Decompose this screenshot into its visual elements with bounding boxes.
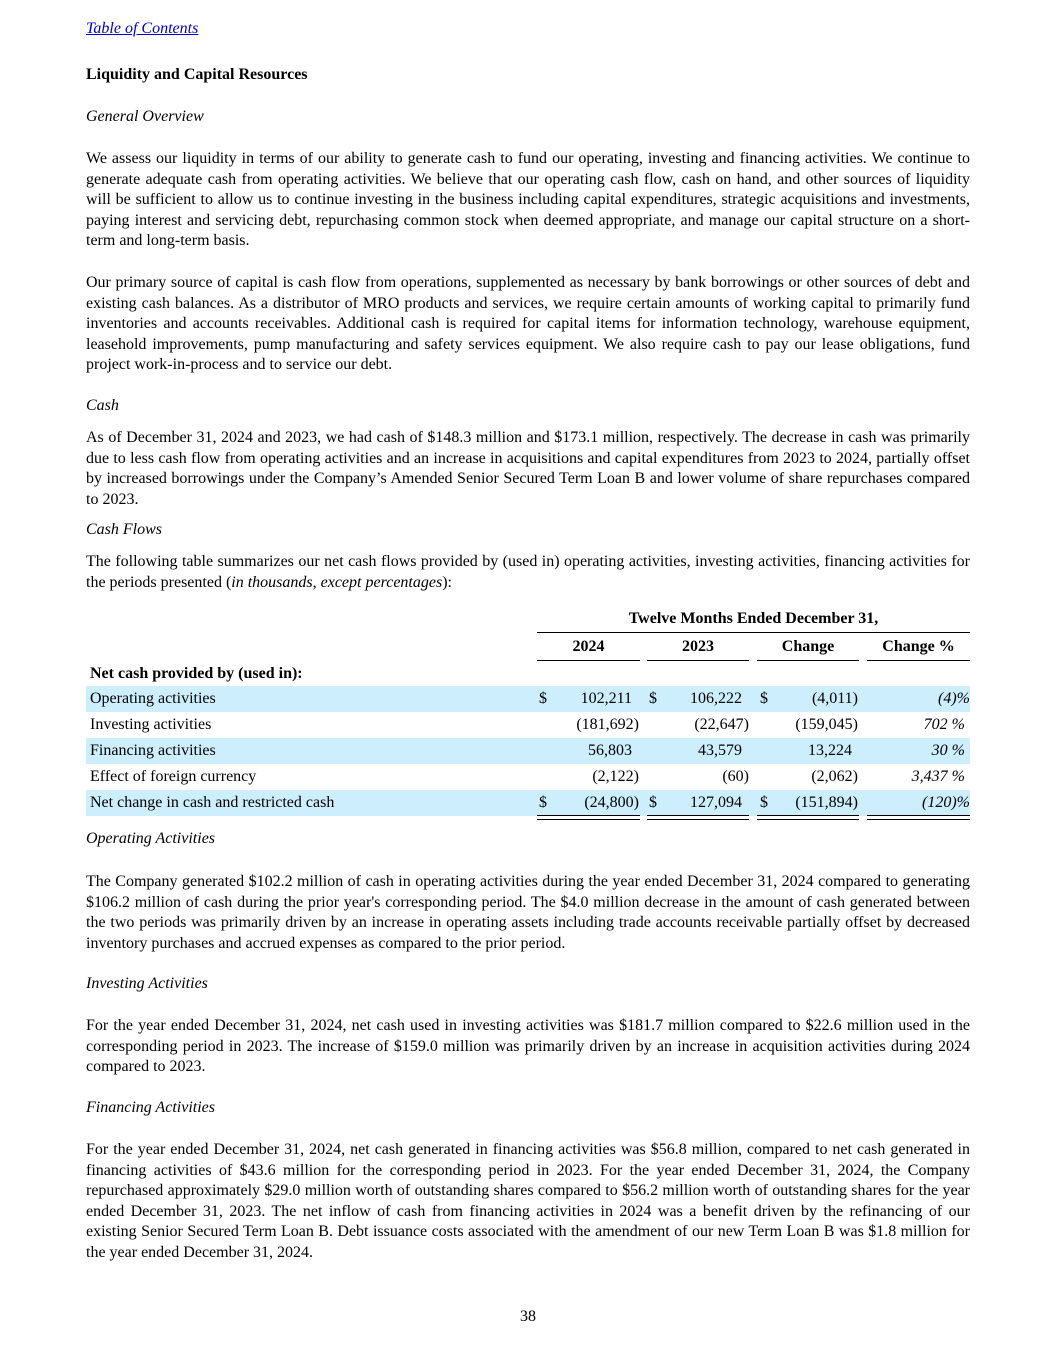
financing-activities-paragraph: For the year ended December 31, 2024, net cash generated in financing activities was $56.8 million, compared to net cash generated in financing activities of $43.6 million for the corresponding period in 2023. For the year ended December 31, 2024, the Company repurchased approximately $29.0 million worth of outstanding shares compared to $56.2 million worth of outstanding shares for the year ended December 31, 2023. The net inflow of cash from financing activities in 2024 was a benefit driven by the refinancing of our existing Senior Secured Term Loan B. Debt issuance costs associated with the amendment of our new Term Loan B was $1.8 million for the year ended December 31, 2024. xyxy=(86,1141,970,1261)
value-2023: 43,579 xyxy=(698,742,742,759)
value-change-pct: 702 % xyxy=(923,716,965,733)
cash-heading: Cash xyxy=(86,397,119,414)
table-row xyxy=(86,712,970,738)
value-2023: (60) xyxy=(722,768,749,785)
operating-activities-heading: Operating Activities xyxy=(86,830,216,847)
value-change: (159,045) xyxy=(795,716,858,733)
dollar-sign: $ xyxy=(760,690,768,707)
dollar-sign: $ xyxy=(539,794,547,811)
table-row xyxy=(86,764,970,790)
value-change-pct: (120)% xyxy=(922,794,970,811)
value-2024: (181,692) xyxy=(576,716,639,733)
value-change: (2,062) xyxy=(811,768,858,785)
dollar-sign: $ xyxy=(649,794,657,811)
row-label: Financing activities xyxy=(90,742,216,759)
table-row xyxy=(86,790,970,816)
row-label: Net change in cash and restricted cash xyxy=(90,794,335,811)
investing-activities-paragraph: For the year ended December 31, 2024, net cash used in investing activities was $181.7 million compared to $22.6 million used in the corresponding period in 2023. The increase of $159.0 million was primarily driven by an increase in acquisition activities during 2024 compared to 2023. xyxy=(86,1017,970,1076)
dollar-sign: $ xyxy=(760,794,768,811)
value-change: (4,011) xyxy=(811,690,858,707)
column-header-2023: 2023 xyxy=(647,638,749,661)
table-row xyxy=(86,738,970,764)
value-2024: 56,803 xyxy=(588,742,632,759)
total-double-rule xyxy=(647,815,749,820)
value-change: (151,894) xyxy=(795,794,858,811)
general-overview-paragraph-2: Our primary source of capital is cash flow from operations, supplemented as necessary by bank borrowings or other sources of debt and existing cash balances. As a distributor of MRO products and services, we require certain amounts of working capital to primarily fund inventories and accounts receivables. Additional cash is required for capital items for information technology, warehouse equipment, leasehold improvements, pump manufacturing and safety services equipment. We also require cash to pay our lease obligations, fund project work-in-process and to service our debt. xyxy=(86,274,970,374)
column-header-change: Change xyxy=(757,638,859,661)
general-overview-paragraph-1: We assess our liquidity in terms of our ability to generate cash to fund our operating, investing and financing activities. We continue to generate adequate cash from operating activities. We believe that our operating cash flow, cash on hand, and other sources of liquidity will be sufficient to allow us to continue investing in the business including capital expenditures, strategic acquisitions and investments, paying interest and servicing debt, repurchasing common stock when deemed appropriate, and manage our capital structure on a short-term and long-term basis. xyxy=(86,150,970,250)
value-2023: 127,094 xyxy=(690,794,742,811)
general-overview-heading: General Overview xyxy=(86,108,204,125)
value-change-pct: (4)% xyxy=(938,690,970,707)
value-2024: (24,800) xyxy=(584,794,639,811)
page-number: 38 xyxy=(520,1308,536,1325)
net-cash-section-label: Net cash provided by (used in): xyxy=(90,665,303,682)
total-double-rule xyxy=(867,815,970,820)
value-2024: 102,211 xyxy=(580,690,632,707)
value-2023: 106,222 xyxy=(690,690,742,707)
cash-flows-heading: Cash Flows xyxy=(86,521,163,538)
column-header-change-pct: Change % xyxy=(867,638,970,661)
value-2024: (2,122) xyxy=(592,768,639,785)
row-label: Investing activities xyxy=(90,716,212,733)
investing-activities-heading: Investing Activities xyxy=(86,975,208,992)
cash-paragraph: As of December 31, 2024 and 2023, we had cash of $148.3 million and $173.1 million, respectively. The decrease in cash was primarily due to less cash flow from operating activities and an increase in acquisitions and capital expenditures from 2023 to 2024, partially offset by increased borrowings under the Company’s Amended Senior Secured Term Loan B and lower volume of share repurchases compared to 2023. xyxy=(86,429,970,508)
value-change-pct: 30 % xyxy=(931,742,965,759)
period-header: Twelve Months Ended December 31, xyxy=(537,610,970,633)
dollar-sign: $ xyxy=(649,690,657,707)
value-2023: (22,647) xyxy=(694,716,749,733)
row-label: Operating activities xyxy=(90,690,216,707)
cash-flows-intro: The following table summarizes our net cash flows provided by (used in) operating activities, investing activities, financing activities for the periods presented (in thousands, except percentages): xyxy=(86,553,970,591)
table-of-contents-link[interactable]: Table of Contents xyxy=(86,20,199,37)
column-header-2024: 2024 xyxy=(537,638,640,661)
financing-activities-heading: Financing Activities xyxy=(86,1099,216,1116)
section-title: Liquidity and Capital Resources xyxy=(86,66,308,83)
total-double-rule xyxy=(537,815,640,820)
row-label: Effect of foreign currency xyxy=(90,768,257,785)
dollar-sign: $ xyxy=(539,690,547,707)
value-change: 13,224 xyxy=(808,742,852,759)
operating-activities-paragraph: The Company generated $102.2 million of cash in operating activities during the year ended December 31, 2024 compared to generating $106.2 million of cash during the prior year's corresponding period. The $4.0 million decrease in the amount of cash generated between the two periods was primarily driven by an increase in operating assets including trade accounts receivable partially offset by decreased inventory purchases and accrued expenses as compared to the prior period. xyxy=(86,873,970,952)
table-row xyxy=(86,686,970,712)
total-double-rule xyxy=(757,815,859,820)
value-change-pct: 3,437 % xyxy=(911,768,965,785)
